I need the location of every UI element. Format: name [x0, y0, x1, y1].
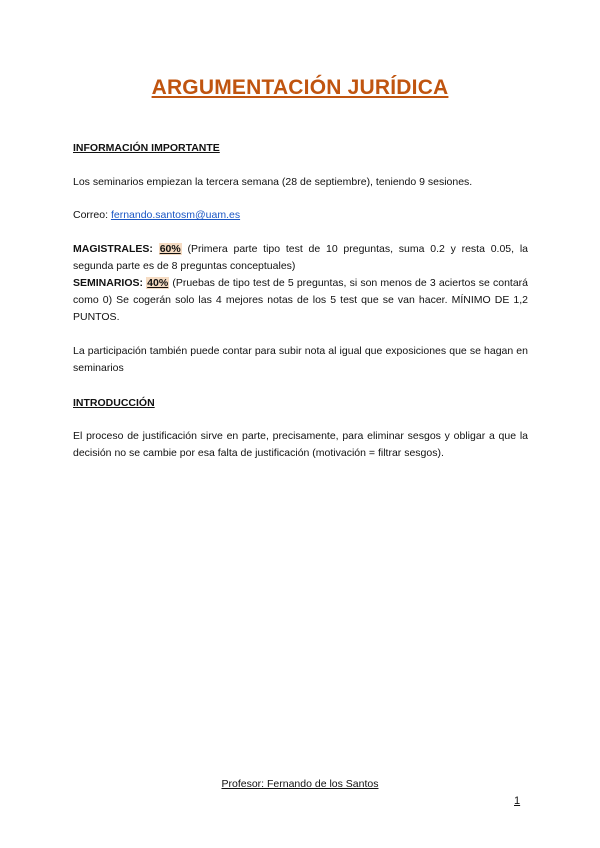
magistrales-percentage: 60% [159, 243, 181, 255]
footer-professor: Profesor: Fernando de los Santos [221, 778, 379, 790]
seminarios-percentage: 40% [147, 277, 169, 289]
info-heading: INFORMACIÓN IMPORTANTE [73, 142, 220, 154]
email-link[interactable]: fernando.santosm@uam.es [110, 209, 241, 221]
page-number: 1 [514, 795, 521, 807]
intro-paragraph: El proceso de justificación sirve en parte, precisamente, para eliminar sesgos y obligar a que la decisión no se cambie por esa falta de justificación (motivación = filtrar sesgos). [73, 430, 528, 459]
participation-paragraph: La participación también puede contar para subir nota al igual que exposiciones que se hagan en seminarios [73, 345, 528, 374]
seminars-start-paragraph: Los seminarios empiezan la tercera semana (28 de septiembre), teniendo 9 sesiones. [73, 176, 473, 188]
magistrales-text: (Primera parte tipo test de 10 preguntas, suma 0.2 y resta 0.05, la segunda parte es de 8 preguntas conceptuales) [73, 243, 528, 272]
seminarios-paragraph [73, 275, 528, 326]
document-title: ARGUMENTACIÓN JURÍDICA [151, 76, 449, 99]
seminarios-text: (Pruebas de tipo test de 5 preguntas, si son menos de 3 aciertos se contará como 0) Se cogerán solo las 4 mejores notas de los 5 test que se van hacer. MÍNIMO DE 1,2 PUNTOS. [73, 277, 528, 323]
email-line [73, 207, 528, 224]
email-label: Correo: [73, 209, 111, 221]
seminarios-label: SEMINARIOS: [73, 277, 144, 289]
magistrales-paragraph [73, 241, 528, 275]
intro-heading: INTRODUCCIÓN [73, 397, 155, 409]
magistrales-label: MAGISTRALES: [73, 243, 153, 255]
